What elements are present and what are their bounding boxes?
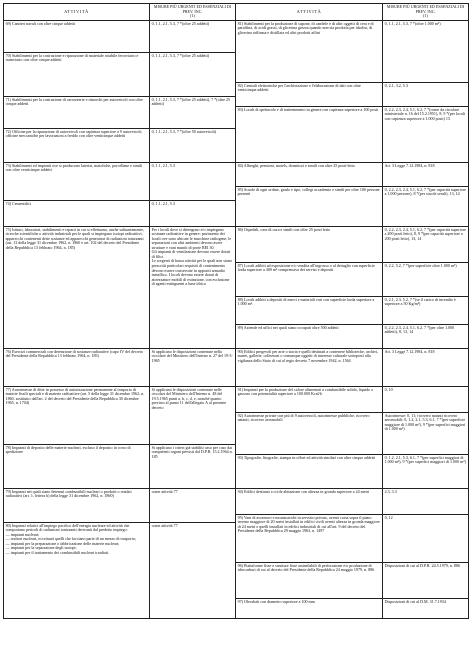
measure-81: 0, 1.1, 2.1, 5.3, 7 *(oltre 1.000 m³): [383, 20, 469, 82]
activity-86: 86) Ospedali, case di cura e simili con oltre 25 posti letto: [236, 226, 383, 262]
measure-91: 0, 10: [383, 386, 469, 412]
measure-96: Disposizioni di cui al D.P.R. 24.5.1979, n. 886: [383, 562, 469, 598]
measure-77: Si applicano le disposizioni contenute nelle circolari del Ministero dell'Interno n. 48 del 19.5.1965 punti a, b, c, d, e, nonché quanto previsto al punto 11 dell'allegato A al presente decreto: [150, 386, 236, 444]
table-row: [4, 162, 469, 186]
activity-96: 96) Piattaforme fisse e strutture fisse assimilabili di perforazione e/o produzione di idrocarburi di cui al decreto del Presidente della Repubblica 24 maggio 1979, n. 886: [236, 562, 383, 598]
activity-80: 80) Impianti relativi all'impiego pacifico dell'energia nucleare ed attività che comportano pericoli di radiazioni ionizzanti derivanti dal predetto impiego: — impianti nucleari; — reattori nucleari, eccettuati quelli che facciano parte di un mezzo di trasporto; — impianti per la preparazione o fabbricazione delle materie nucleari; — impianti per la separazione degli isotopi; — impianti per il trattamento dei combustibili nucleari irradiati.: [4, 522, 150, 618]
activity-73: 73) Stabilimenti ed impianti ove si producono laterizi, maioliche, porcellane e simili con oltre venticinque addetti: [4, 162, 150, 200]
measure-71: 0, 1.1, 2.1, 5.3, 7 *(oltre 25 addetti), 7 *(oltre 25 addetti): [150, 96, 236, 128]
activity-90: 90) Edifici pregevoli per arte o storia e quelli destinati a contenere biblioteche, archivi, musei, gallerie, collezioni o comunque oggetti di interesse culturale sottoposti alla vigilanza dello Stato di cui al regio decreto 7 novembre 1942, n. 1564: [236, 348, 383, 386]
measure-92: Autorimesse: 0, 11; ricovero natanti ricovero aeromobili: 0, 1.2, 2.1, 5.3, 6.1, 7 *(per superficie maggiore di 1.000 m²), 9 *(per superfici maggiori di 1.000 m²): [383, 412, 469, 454]
activity-76: 76) Esercizi commerciali con detenzione di sostanze radioattive (capo IV del decreto del Presidente della Repubblica 13 febbraio 1964, n. 185): [4, 348, 150, 386]
measure-78: Si applicano i criteri già stabiliti caso per caso dai competenti organi previsti dal D.P.R. 15.2.1964 n. 185: [150, 444, 236, 488]
activity-79: 79) Impianti nei quali siano detenuti combustibili nucleari o prodotti o residui radioattivi (art. 1, lettera b) della legge 31 dicembre 1962, n. 1860): [4, 488, 150, 522]
header-measures-left: MISURE PIÙ URGENTI ED ESSENZIALI DI PREV. INC. (1): [150, 4, 236, 21]
activity-92: 92) Autorimesse private con più di 9 autoveicoli, autorimesse pubbliche, ricovero natanti, ricovero aeromobili: [236, 412, 383, 454]
measure-80: come attività 77: [150, 522, 236, 618]
measure-84: Art. 3 Legge 7.12.1984, n. 818: [383, 162, 469, 186]
measure-89: 0, 2.2, 2.3, 2.4, 5.1, 6.2, 7 *(per oltre 1.000 addetti), 8, 13, 14: [383, 324, 469, 348]
measure-73: 0, 1.1, 2.1, 5.3: [150, 162, 236, 200]
activity-97: 97) Oleodotti con diametro superiore a 100 mm: [236, 598, 383, 618]
measure-90: Art. 3 Legge 7.12.1984, n. 818: [383, 348, 469, 386]
measure-95: 0, 12: [383, 514, 469, 562]
activity-82: 82) Centrali elettroniche per l'archiviazione e l'elaborazione di dati con oltre venticinque addetti: [236, 82, 383, 106]
measure-83: 0, 2.2, 2.3, 2.4, 5.1, 6.2, 7 *(come da circolare ministeriale n. 16 del 15.2.1951), 8, 9 *(per locali con capienza superiore a 1.000 posti) 13: [383, 106, 469, 162]
activity-94: 94) Edifici destinati a civile abitazione con altezza in gronda superiore a 24 metri: [236, 488, 383, 514]
activity-72: 72) Officine per la riparazione di autoveicoli con capienza superiore a 9 autoveicoli; officine meccaniche per lavorazioni a freddo con oltre venticinque addetti: [4, 128, 150, 162]
activity-89: 89) Aziende ed uffici nei quali siano occupati oltre 500 addetti: [236, 324, 383, 348]
measure-75: Per i locali dove si detengono e/o impiegano sostanze radioattive in genere: pavimento dei locali ove sono ubicate le macchine radiogene, le separazioni con altri ambienti devono avere strutture e vani muniti di porte REI 30. Gli impianti di ventilazione devono essere dotati di filtri. Le sorgenti di bassa attività per le quali non siano prescritti particolari requisiti di contenimento devono essere conservate in appositi armadio metallico. I locali devono essere dotati di attrezzature mobili di estinzione, con esclusione di agenti estinguenti a base idrica: [150, 226, 236, 348]
measure-85: 0, 2.2, 2.3, 2.4, 5.1, 6.2, 7 *(per capacità superiore a 1.000 persone), 8 *(per scuole serali), 13, 14: [383, 186, 469, 226]
table-row: [4, 386, 469, 412]
activity-87: 87) Locali adibiti ad esposizione e/o vendita all'ingrosso o al dettaglio con superficie lorda superiore a 400 m² comprensiva dei servizi e depositi: [236, 262, 383, 296]
measure-82: 0, 2.1, 3.2, 5.3: [383, 82, 469, 106]
activity-91: 91) Impianti per la produzione del calore alimentati a combustibile solido, liquido o gassoso con potenzialità superiore a 100.000 Kcal/h: [236, 386, 383, 412]
measure-74: 0, 1.1, 2.1, 5.3: [150, 200, 236, 226]
measure-88: 0, 2.1, 2.3, 5.2, 7 *(se il carico di incendio è superiore a 50 Kg/m²): [383, 296, 469, 324]
measure-87: 0, 2.2, 5.2, 7 *(per superficie oltre 1.000 m²): [383, 262, 469, 296]
table-row: [4, 226, 469, 262]
activity-78: 78) Impianti di deposito delle materie nucleari, escluso il deposito in corso di spedizione: [4, 444, 150, 488]
measure-69: 0, 1.1, 2.1, 5.3, 7 *(oltre 25 addetti): [150, 20, 236, 52]
measure-93: 0, 1.2, 2.1, 5.3, 6.1, 7 *(per superfici maggiori di 1.000 m²), 9 *(per superfici maggiori di 1.000 m²): [383, 454, 469, 488]
activity-70: 70) Stabilimenti per la costruzione e riparazione di materiale rotabile ferroviario e tramviario con oltre cinque addetti: [4, 52, 150, 96]
activity-84: 84) Alberghi, pensioni, motels, dormitori e simili con oltre 25 posti-letto: [236, 162, 383, 186]
measure-70: 0, 1.1, 2.1, 5.3, 7 *(oltre 25 addetti): [150, 52, 236, 96]
activity-88: 88) Locali adibiti a depositi di merci e materiali vari con superficie lorda superiore a 1.000 m².: [236, 296, 383, 324]
table-row: [4, 348, 469, 362]
activity-71: 71) Stabilimenti per la costruzione di carrozzerie e rimorchi per autoveicoli con oltre cinque addetti: [4, 96, 150, 128]
header-measures-right: MISURE PIÙ URGENTI ED ESSENZIALI DI PREV. INC. (1): [383, 4, 469, 21]
activity-75: 75) Istituti, laboratori, stabilimenti e reparti in cui si effettuano, anche saltuariamente, ricerche scientifiche o attività industriali per le quali si impiegano isotopi radioattivi, apparecchi contenenti dette sostanze ed apparecchi generatori di radiazioni ionizzanti (art. 13 della legge 31 dicembre 1962, n. 1860 e art. 102 del decreto del Presidente della Repubblica 13 febbraio 1964, n. 185): [4, 226, 150, 348]
header-activity-left: ATTIVITÀ: [4, 4, 150, 21]
activity-93: 93) Tipografie, litografie, stampa in offset ed attività similari con oltre cinque addetti: [236, 454, 383, 488]
measure-86: 0, 2.2, 2.3, 2.4, 5.1, 6.2, 7 *(per capacità superiore a 200 posti letto), 8, 9 *(per capacità superiore a 200 posti letto), 13, 14: [383, 226, 469, 262]
measure-72: 0, 1.1, 2.1, 5.3, 7 *(oltre 50 autoveicoli): [150, 128, 236, 162]
table-row: [4, 20, 469, 52]
measure-76: Si applicano le disposizioni contenute nella circolare del Ministero dell'Interno n. 27 del 19-3-1965: [150, 348, 236, 386]
activity-69: 69) Cantieri navali con oltre cinque addetti: [4, 20, 150, 52]
table-row: [4, 488, 469, 514]
header-activity-right: ATTIVITÀ: [236, 4, 383, 21]
activity-74: 74) Cementifici: [4, 200, 150, 226]
activity-77: 77) Autorimesse di ditte in possesso di autorizzazione permanente al trasporto di materie fissili speciali e di materie radioattive (art. 5 della legge 31 dicembre 1962, n. 1860, sostituito dall'art. 2 del decreto del Presidente della Repubblica 30 dicembre 1965, n. 1704): [4, 386, 150, 444]
measure-97: Disposizioni di cui al D.M. 31.7.1934: [383, 598, 469, 618]
activity-83: 83) Locali di spettacolo e di trattenimento in genere con capienza superiore a 100 posti: [236, 106, 383, 162]
activity-81: 81) Stabilimenti per la produzione di sapone, di candele e di altri oggetti di cera e di paraffina, di acidi grassi, di glicerina grezza quando non sia prodotta per idrolisi, di glicerina raffinata e distillata ed altri prodotti affini: [236, 20, 383, 82]
table-header-row: [4, 4, 469, 21]
activity-85: 85) Scuole di ogni ordine, grado e tipo, collegi accademie e simili per oltre 100 persone presenti: [236, 186, 383, 226]
activity-measures-table: [3, 3, 469, 619]
activity-95: 95) Vani di ascensori e montacarichi in servizio privato, aventi corsa sopra il piano terreno maggiore di 20 metri installati in edifici civili aventi altezza in gronda maggiore di 24 metri e quelli installati in edifici industriali di cui all'art. 9 del decreto del Presidente della Repubblica 29 maggio 1963, n. 1497: [236, 514, 383, 562]
measure-79: come attività 77: [150, 488, 236, 522]
measure-94: 2.3, 3.3: [383, 488, 469, 514]
